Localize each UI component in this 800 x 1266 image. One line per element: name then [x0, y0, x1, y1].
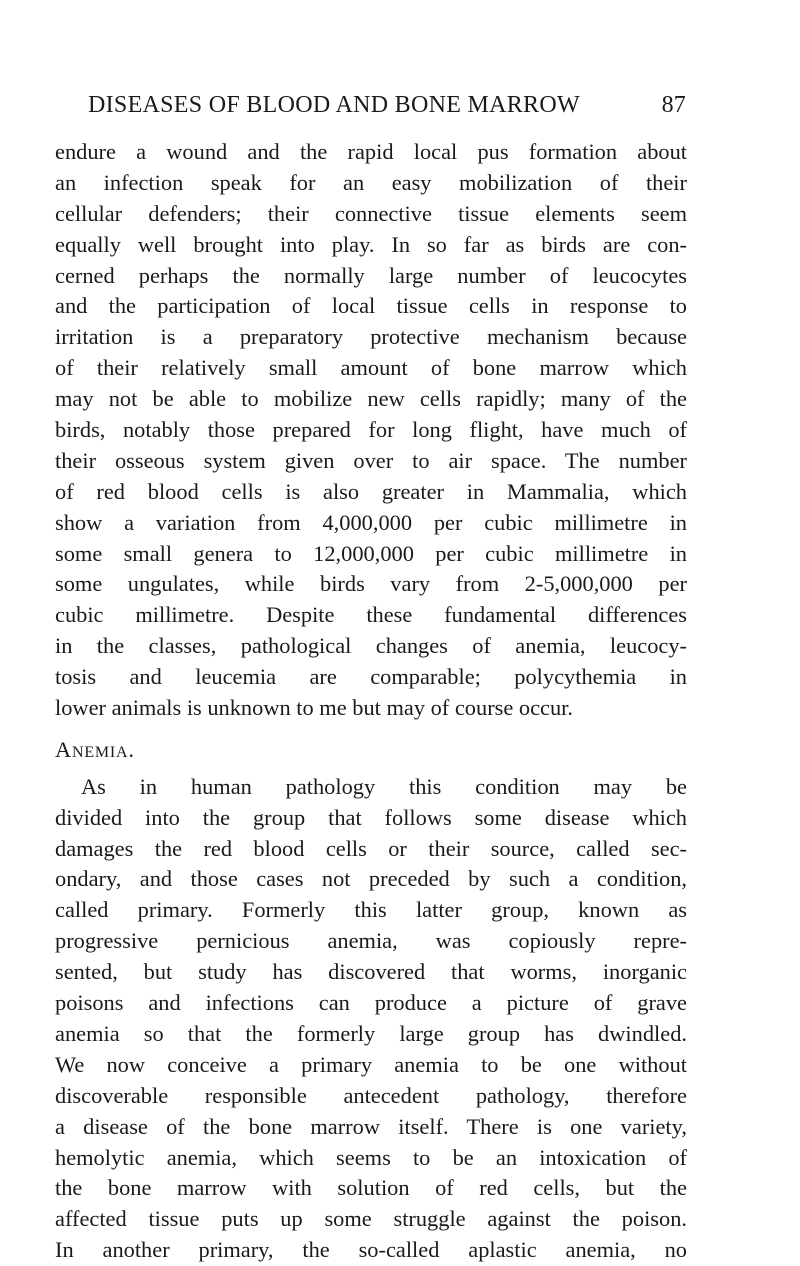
text-line: lower animals is unknown to me but may of course occur.	[55, 695, 573, 721]
section-heading-anemia: Anemia.	[55, 736, 135, 762]
text-line: discoverable responsible antecedent pathology, therefore	[55, 1082, 687, 1108]
running-head-title: DISEASES OF BLOOD AND BONE MARROW	[88, 92, 580, 118]
text-line: cerned perhaps the normally large number of leucocytes	[55, 262, 687, 288]
text-line: the bone marrow with solution of red cells, but the	[55, 1175, 687, 1201]
text-line: ondary, and those cases not preceded by such a condition,	[55, 866, 687, 892]
paragraph-continuation	[55, 137, 687, 724]
text-line: irritation is a preparatory protective mechanism because	[55, 324, 687, 350]
text-line: divided into the group that follows some disease which	[55, 804, 687, 830]
text-line: cubic millimetre. Despite these fundamental differences	[55, 602, 687, 628]
text-line: cellular defenders; their connective tissue elements seem	[55, 200, 687, 226]
text-line: may not be able to mobilize new cells rapidly; many of the	[55, 386, 687, 412]
text-line: We now conceive a primary anemia to be one without	[55, 1051, 687, 1077]
text-line: some small genera to 12,000,000 per cubic millimetre in	[55, 540, 687, 566]
text-line: of their relatively small amount of bone marrow which	[55, 355, 687, 381]
text-line: birds, notably those prepared for long flight, have much of	[55, 417, 687, 443]
text-line: of red blood cells is also greater in Mammalia, which	[55, 478, 687, 504]
text-line: tosis and leucemia are comparable; polycythemia in	[55, 664, 687, 690]
text-line: in the classes, pathological changes of anemia, leucocy-	[55, 633, 687, 659]
running-head	[88, 92, 686, 119]
text-line: show a variation from 4,000,000 per cubic millimetre in	[55, 509, 687, 535]
body-text	[55, 137, 687, 1266]
text-line: called primary. Formerly this latter group, known as	[55, 897, 687, 923]
text-line: damages the red blood cells or their source, called sec-	[55, 835, 687, 861]
text-line: As in human pathology this condition may be	[81, 773, 687, 799]
text-line: progressive pernicious anemia, was copiously repre-	[55, 928, 687, 954]
page-number: 87	[661, 92, 686, 118]
text-line: endure a wound and the rapid local pus formation about	[55, 139, 687, 164]
text-line: poisons and infections can produce a picture of grave	[55, 990, 687, 1016]
text-line: equally well brought into play. In so far as birds are con-	[55, 231, 687, 257]
text-line: sented, but study has discovered that worms, inorganic	[55, 959, 687, 985]
text-line: hemolytic anemia, which seems to be an intoxication of	[55, 1144, 687, 1170]
text-line: some ungulates, while birds vary from 2-5,000,000 per	[55, 571, 687, 597]
text-line: their osseous system given over to air space. The number	[55, 447, 687, 473]
text-line: a disease of the bone marrow itself. There is one variety,	[55, 1113, 687, 1139]
text-line: and the participation of local tissue cells in response to	[55, 293, 687, 319]
text-line: anemia so that the formerly large group has dwindled.	[55, 1020, 687, 1046]
text-line: an infection speak for an easy mobilization of their	[55, 169, 687, 195]
text-line: affected tissue puts up some struggle against the poison.	[55, 1206, 687, 1232]
paragraph-anemia	[55, 772, 687, 1266]
text-line: In another primary, the so-called aplastic anemia, no	[55, 1237, 687, 1263]
